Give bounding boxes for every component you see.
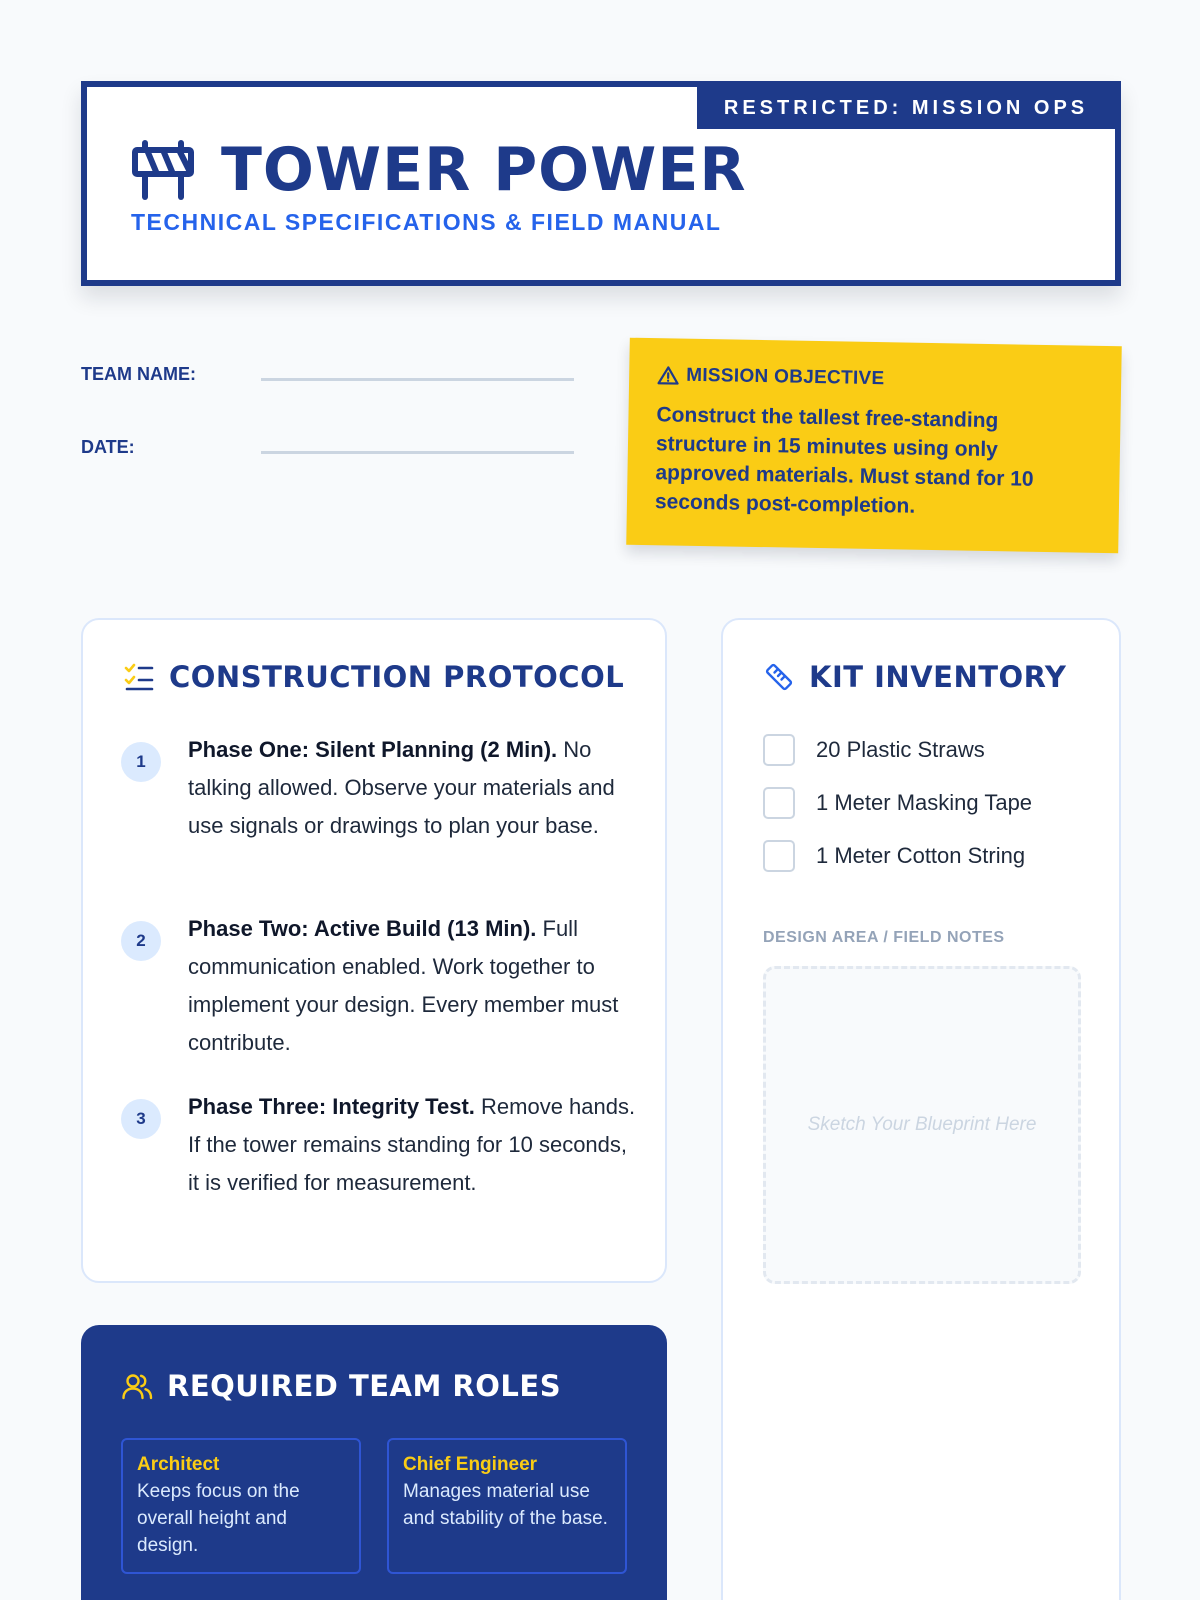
step-heading: Phase One: Silent Planning (2 Min). [188,737,558,762]
step-description: Remove hands. If the tower remains standing for 10 seconds, it is verified for measurement. [188,1094,636,1195]
design-placeholder: Sketch Your Blueprint Here [807,1114,1037,1135]
warning-triangle-icon [657,365,679,385]
inventory-checkbox[interactable] [763,840,795,872]
objective-body: Construct the tallest free-standing structure in 15 minutes using only approved materials. Must stand for 10 seconds post-completion. [654,403,1034,518]
step-text [188,731,641,845]
role-card-architect [121,1438,361,1574]
step-description: Full communication enabled. Work together to implement your design. Every member must contribute. [188,916,619,1055]
date-label: DATE: [81,437,135,457]
protocol-step [121,1088,641,1202]
construction-protocol-card [81,618,667,1283]
inventory-item [763,734,985,766]
step-number-badge: 3 [121,1099,161,1139]
step-description: No talking allowed. Observe your materials and use signals or drawings to plan your base. [188,737,615,838]
roles-title: REQUIRED TEAM ROLES [167,1369,562,1403]
role-name: Chief Engineer [403,1454,538,1475]
design-sketch-area[interactable] [763,966,1081,1284]
inventory-item-label: 1 Meter Masking Tape [816,790,1033,815]
inventory-item [763,840,1025,872]
title-row [131,135,747,205]
step-heading: Phase Three: Integrity Test. [188,1094,475,1119]
protocol-step [121,910,641,1062]
kit-inventory-card [721,618,1121,1600]
protocol-title: CONSTRUCTION PROTOCOL [169,660,625,694]
page-subtitle: TECHNICAL SPECIFICATIONS & FIELD MANUAL [131,209,722,235]
mission-objective-note [626,338,1122,554]
date-field[interactable] [261,451,574,454]
roles-header [121,1369,561,1403]
role-description: Keeps focus on the overall height and design. [137,1481,300,1556]
protocol-header [123,660,624,694]
inventory-checkbox[interactable] [763,787,795,819]
step-number-badge: 1 [121,742,161,782]
team-name-field[interactable] [261,378,574,381]
inventory-header [763,660,1066,694]
road-barrier-icon [131,140,195,200]
step-heading: Phase Two: Active Build (13 Min). [188,916,537,941]
team-roles-card [81,1325,667,1600]
objective-header [657,364,1093,394]
ruler-icon [763,661,795,693]
step-text [188,910,641,1062]
page-title: TOWER POWER [221,135,747,205]
role-description: Manages material use and stability of the base. [403,1481,608,1529]
header-card [81,81,1121,286]
inventory-title: KIT INVENTORY [809,660,1067,694]
inventory-item [763,787,1032,819]
step-number-badge: 2 [121,921,161,961]
role-name: Architect [137,1454,220,1475]
inventory-item-label: 1 Meter Cotton String [816,843,1026,868]
team-name-label: TEAM NAME: [81,364,196,384]
design-area-label: DESIGN AREA / FIELD NOTES [763,929,1005,946]
users-icon [121,1370,153,1402]
inventory-item-label: 20 Plastic Straws [816,737,985,762]
step-text [188,1088,641,1202]
restricted-badge: RESTRICTED: MISSION OPS [697,87,1115,129]
inventory-checkbox[interactable] [763,734,795,766]
checklist-icon [123,661,155,693]
protocol-step [121,731,641,845]
role-card-chief-engineer [387,1438,627,1574]
objective-heading: MISSION OBJECTIVE [686,364,885,390]
